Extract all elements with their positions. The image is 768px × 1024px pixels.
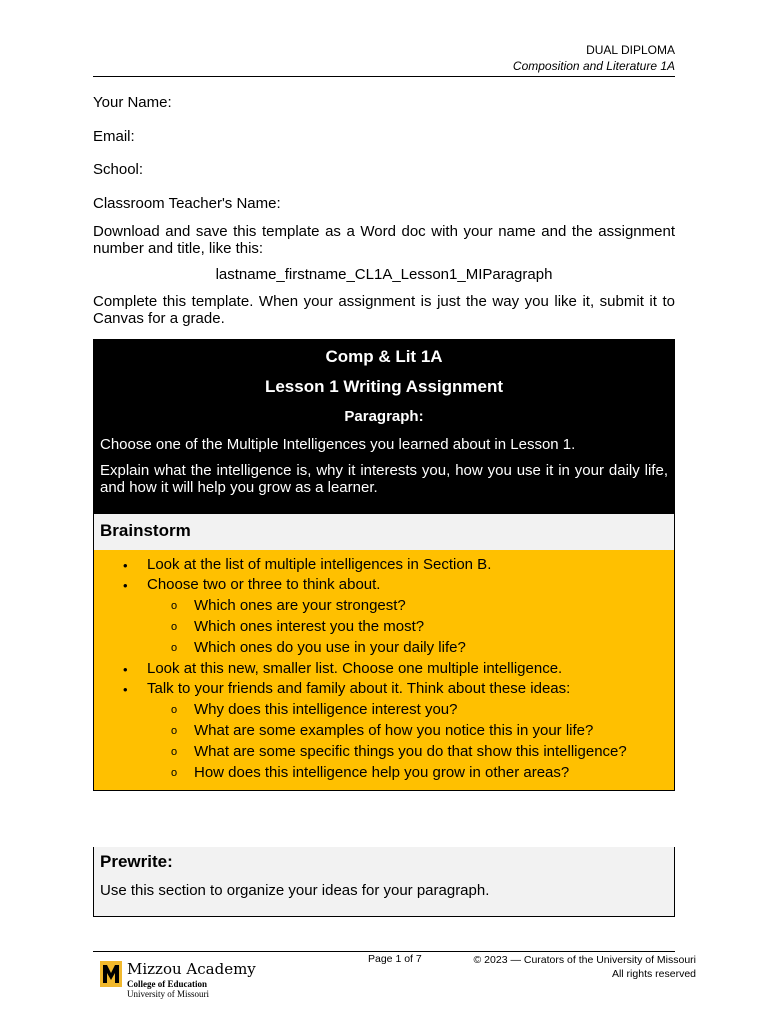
list-item: How does this intelligence help you grow in other areas? — [194, 764, 570, 781]
logo-college: College of Education — [127, 979, 207, 989]
copyright-notice — [430, 953, 696, 981]
brainstorm-header — [93, 513, 675, 551]
footer-divider — [93, 951, 675, 952]
email-field-label: Email: — [93, 128, 135, 145]
circle-bullet-icon: o — [171, 767, 178, 779]
logo-name: Mizzou Academy — [127, 960, 256, 978]
list-item: Which ones are your strongest? — [194, 597, 406, 614]
mizzou-academy-logo — [100, 960, 260, 1000]
brainstorm-list — [93, 550, 675, 791]
filename-example: lastname_firstname_CL1A_Lesson1_MIParagraph — [215, 266, 553, 283]
list-item: Look at the list of multiple intelligences in Section B. — [147, 556, 492, 573]
assignment-subtitle: Lesson 1 Writing Assignment — [264, 377, 504, 396]
bullet-icon: • — [123, 558, 128, 573]
course-label: Composition and Literature 1A — [512, 59, 675, 73]
prewrite-text: Use this section to organize your ideas for your paragraph. — [100, 882, 490, 899]
copyright-text: © 2023 — Curators of the University of Missouri — [473, 954, 696, 966]
assignment-box — [93, 339, 675, 513]
list-item: What are some specific things you do that show this intelligence? — [194, 743, 627, 760]
circle-bullet-icon: o — [171, 704, 178, 716]
bullet-icon: • — [123, 662, 128, 677]
complete-instructions: Complete this template. When your assignment is just the way you like it, submit it to Canvas for a grade. — [93, 293, 675, 327]
list-item: Why does this intelligence interest you? — [194, 701, 458, 718]
list-item: Talk to your friends and family about it. Think about these ideas: — [147, 680, 571, 697]
list-item: Look at this new, smaller list. Choose one multiple intelligence. — [147, 660, 563, 677]
bullet-icon: • — [123, 682, 128, 697]
teacher-field-label: Classroom Teacher's Name: — [93, 195, 281, 212]
circle-bullet-icon: o — [171, 621, 178, 633]
list-item: Which ones interest you the most? — [194, 618, 425, 635]
bullet-icon: • — [123, 578, 128, 593]
program-label: DUAL DIPLOMA — [586, 43, 675, 57]
mizzou-shield-icon — [100, 961, 122, 987]
prewrite-section — [93, 847, 675, 917]
circle-bullet-icon: o — [171, 725, 178, 737]
assignment-title: Comp & Lit 1A — [325, 347, 443, 366]
page-number: Page 1 of 7 — [368, 953, 422, 965]
name-field-label: Your Name: — [93, 94, 172, 111]
page-header — [93, 42, 675, 77]
prewrite-heading: Prewrite: — [100, 852, 173, 871]
list-item: Which ones do you use in your daily life? — [194, 639, 466, 656]
download-instructions: Download and save this template as a Word doc with your name and the assignment number and title, like this: — [93, 223, 675, 257]
list-item: What are some examples of how you notice this in your life? — [194, 722, 594, 739]
assignment-type: Paragraph: — [344, 408, 424, 425]
rights-text: All rights reserved — [611, 968, 696, 980]
circle-bullet-icon: o — [171, 642, 178, 654]
assignment-prompt-1: Choose one of the Multiple Intelligences you learned about in Lesson 1. — [100, 436, 576, 453]
circle-bullet-icon: o — [171, 600, 178, 612]
circle-bullet-icon: o — [171, 746, 178, 758]
brainstorm-heading: Brainstorm — [100, 521, 191, 540]
school-field-label: School: — [93, 161, 144, 178]
assignment-prompt-2: Explain what the intelligence is, why it interests you, how you use it in your daily life, and how it will help you grow as a learner. — [100, 462, 668, 496]
list-item: Choose two or three to think about. — [147, 576, 381, 593]
logo-university: University of Missouri — [127, 989, 209, 999]
